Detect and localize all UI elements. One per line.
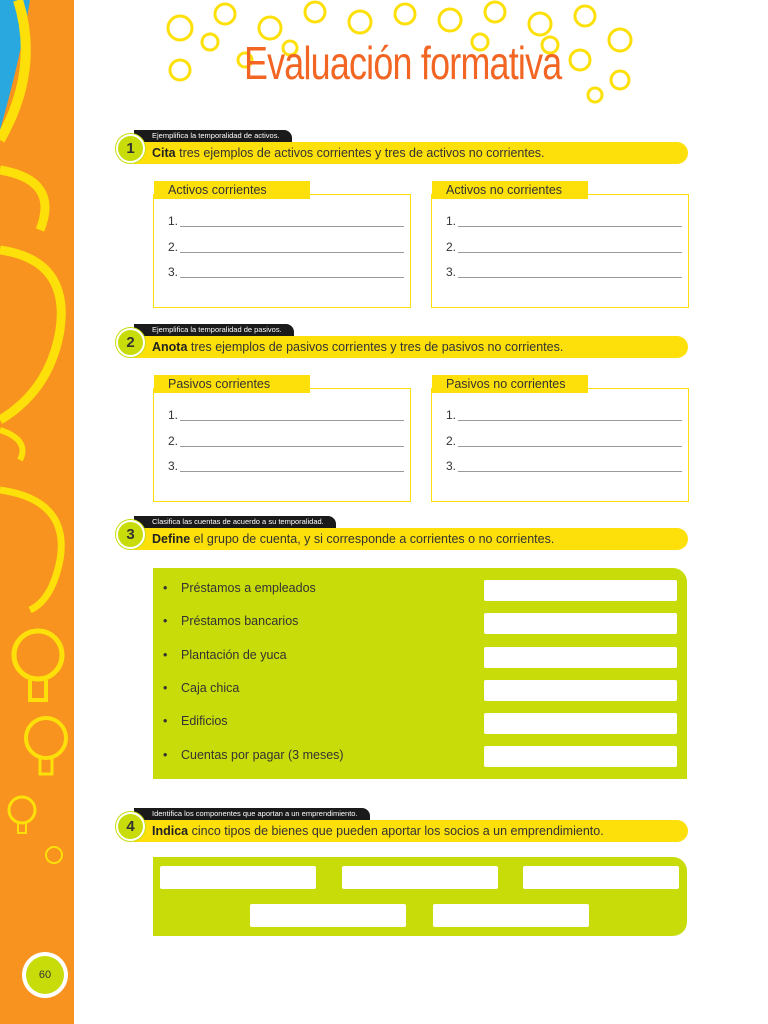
answer-field[interactable] (484, 713, 677, 734)
answer-line[interactable]: 3. (168, 458, 404, 474)
classification-panel (153, 568, 687, 779)
answer-field[interactable] (250, 904, 406, 927)
list-item: • Préstamos a empleados (163, 578, 316, 598)
box-label: Pasivos no corrientes (432, 375, 588, 393)
answer-box-activos-no-corrientes (431, 183, 689, 308)
answer-field[interactable] (484, 613, 677, 634)
answer-field[interactable] (484, 680, 677, 701)
bienes-panel (153, 857, 687, 936)
answer-field[interactable] (523, 866, 679, 889)
activity-verb: Cita (152, 146, 176, 160)
activity-number: 3 (116, 520, 145, 549)
page-title: Evaluación formativa (244, 37, 562, 89)
answer-line[interactable]: 2. (168, 433, 404, 449)
sidebar-decoration (0, 0, 74, 1024)
activity-tag: Identifica los componentes que aportan a un emprendimiento. (134, 808, 370, 820)
answer-field[interactable] (484, 647, 677, 668)
activity-3-header (96, 516, 688, 576)
answer-box-pasivos-corrientes (153, 377, 411, 502)
answer-line[interactable]: 3. (446, 264, 682, 280)
box-label: Pasivos corrientes (154, 375, 310, 393)
answer-line[interactable]: 1. (446, 407, 682, 423)
answer-line[interactable]: 3. (446, 458, 682, 474)
activity-tag: Ejemplifica la temporalidad de activos. (134, 130, 292, 142)
activity-instruction (134, 820, 688, 842)
activity-tag: Clasifica las cuentas de acuerdo a su temporalidad. (134, 516, 336, 528)
activity-instruction (134, 142, 688, 164)
list-item: • Caja chica (163, 678, 239, 698)
answer-line[interactable]: 2. (168, 239, 404, 255)
answer-field[interactable] (160, 866, 316, 889)
answer-field[interactable] (484, 746, 677, 767)
answer-line[interactable]: 1. (446, 213, 682, 229)
activity-text: tres ejemplos de activos corrientes y tres de activos no corrientes. (175, 146, 545, 160)
list-item: • Cuentas por pagar (3 meses) (163, 745, 344, 765)
activity-text: el grupo de cuenta, y si corresponde a corrientes o no corrientes. (190, 532, 555, 546)
activity-text: tres ejemplos de pasivos corrientes y tres de pasivos no corrientes. (187, 340, 564, 354)
activity-text: cinco tipos de bienes que pueden aportar los socios a un emprendimiento. (188, 824, 604, 838)
answer-line[interactable]: 2. (446, 433, 682, 449)
answer-box-pasivos-no-corrientes (431, 377, 689, 502)
list-item: • Plantación de yuca (163, 645, 287, 665)
answer-line[interactable]: 1. (168, 213, 404, 229)
page-number: 60 (26, 956, 64, 994)
box-label: Activos corrientes (154, 181, 310, 199)
answer-field[interactable] (342, 866, 498, 889)
box-label: Activos no corrientes (432, 181, 588, 199)
activity-verb: Define (152, 532, 191, 546)
answer-line[interactable]: 3. (168, 264, 404, 280)
activity-tag: Ejemplifica la temporalidad de pasivos. (134, 324, 294, 336)
activity-number: 1 (116, 134, 145, 163)
answer-field[interactable] (484, 580, 677, 601)
activity-instruction (134, 528, 688, 550)
list-item: • Préstamos bancarios (163, 611, 298, 631)
activity-number: 2 (116, 328, 145, 357)
answer-box-activos-corrientes (153, 183, 411, 308)
activity-verb: Anota (152, 340, 188, 354)
list-item: • Edificios (163, 711, 228, 731)
answer-field[interactable] (433, 904, 589, 927)
lightbulb-pattern-icon (0, 0, 74, 1024)
activity-instruction (134, 336, 688, 358)
answer-line[interactable]: 2. (446, 239, 682, 255)
activity-verb: Indica (152, 824, 189, 838)
answer-line[interactable]: 1. (168, 407, 404, 423)
page-number-badge (22, 952, 68, 998)
activity-number: 4 (116, 812, 145, 841)
